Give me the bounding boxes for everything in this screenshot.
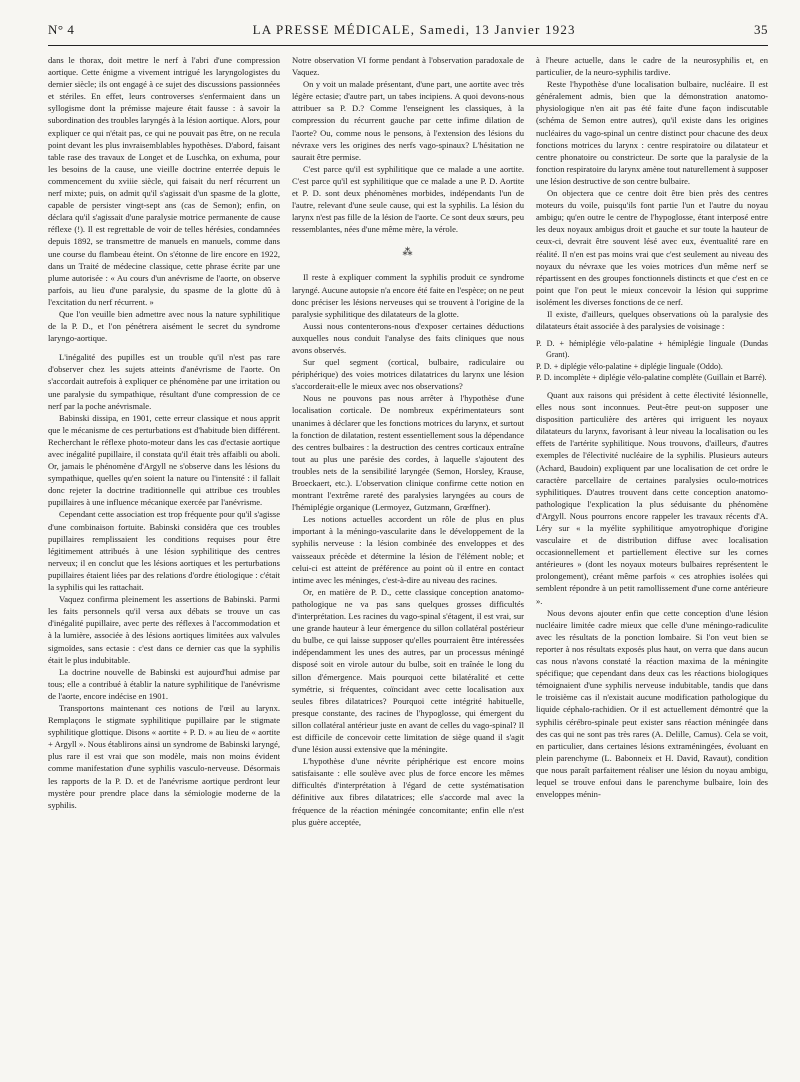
- article-columns: [48, 54, 768, 1074]
- paragraph: Or, en matière de P. D., cette classique conception anatomo-pathologique ne va pas sans quelques grosses difficultés d'interprétation. Les racines du vago-spinal s'étagent, il est vrai, sur une grande hauteur à leur émergence du sillon collatéral postérieur du bulbe, ce qui laisse supposer qu'elles pourraient être intéressées indépendamment les unes des autres, par un processus méningé disposé soit en virole autour du bulbe, soit en traînée le long du sillon d'émergence. Mais pourquoi cette bilatéralité et cette symétrie, si fréquentes, coïncidant avec cette localisation aux seules fibres dilatatrices? Pourquoi cette intégrité habituelle, presque constante, des racines de l'hypoglosse, qui émergent du sillon collatéral antérieur juste en avant de celles du vago-spinal? Il est difficile de concevoir cette limitation de siège quand il s'agit d'une lésion aussi extensive que la méningite.: [292, 586, 524, 755]
- asterism-divider: ⁂: [402, 247, 414, 259]
- column-2: [292, 54, 524, 1074]
- paragraph: L'hypothèse d'une névrite périphérique est encore moins satisfaisante : elle soulève avec plus de force encore les mêmes difficultés d'interprétation à l'égard de cette systématisation définitive aux fibres dilatatrices; elle s'accorde mal avec la fréquence de la réaction méningée concomitante; enfin elle n'est plus guère acceptée,: [292, 756, 524, 827]
- journal-title: LA PRESSE MÉDICALE, Samedi, 13 Janvier 1923: [252, 22, 576, 37]
- column-3: [536, 54, 768, 1074]
- paragraph: Notre observation VI forme pendant à l'observation paradoxale de Vaquez.: [292, 55, 524, 78]
- paragraph: C'est parce qu'il est syphilitique que ce malade a une aortite. C'est parce qu'il est syphilitique que ce malade a une P. D. Aortite et P. D. sont deux phénomènes morbides, indépendants l'un de l'autre, relevant d'une seule cause, qui est la syphilis. La lésion du larynx n'est pas fille de la lésion de l'aorte. Ce sont deux sœurs, peu ressemblantes, nées d'une même mère, la vérole.: [292, 163, 524, 235]
- paragraph: Quant aux raisons qui président à cette électivité lésionnelle, elles nous sont inconnues. Peut-être peut-on supposer une disposition particulière des artères qui irriguent les noyaux dilatateurs du larynx, favorisant à leur niveau la localisation ou les effets de l'artérite syphilitique. Nous trouvons, d'ailleurs, d'autres exemples de l'électivité nucléaire de la syphilis. Plusieurs auteurs (Achard, Baudoin) expliquent par une localisation de cet ordre le caractère parcellaire de certaines paralysies oculo-motrices syphilitiques. D'autres trouvent dans cette conception anatomo-pathologique l'explication la plus séduisante du phénomène d'Argyll. Nous pourrons encore rappeler les travaux récents d'A. Léry sur « la myélite syphilitique amyotrophique d'origine vasculaire et de distribution diffuse avec localisation occasionnellement et partiellement élective sur les cornes antérieures » (dont les noyaux moteurs bulbaires représentent le prolongement), créant même parfois « ces atrophies isolées qui semblent répondre à un petit ramollissement d'une corne antérieure ».: [536, 389, 768, 606]
- paragraph: Sur quel segment (cortical, bulbaire, radiculaire ou périphérique) des voies motrices dilatatrices du larynx une lésion s'accorderait-elle le mieux avec nos observations?: [292, 357, 524, 392]
- page-header: [48, 22, 768, 46]
- paragraph: Cependant cette association est trop fréquente pour qu'il s'agisse d'une combinaison fortuite. Babinski considéra que ces troubles pupillaires remplissaient les conditions requises pour être légitimement attribués à une lésion syphilitique des centres nerveux; il en conclut que les lésions aortiques et les perturbations pupillaires étaient liées par des relations d'ordre étiologique : c'était la syphilis qui les rattachait.: [48, 509, 280, 593]
- syndrome-item: P. D. + diplégie vélo-palatine + diplégie linguale (Oddo).: [536, 361, 723, 371]
- column-1: [48, 54, 280, 1074]
- paragraph: Les notions actuelles accordent un rôle de plus en plus important à la méningo-vascularite dans le développement de la syphilis nerveuse : la lésion combinée des enveloppes et des vaisseaux précède et détermine la lésion de l'élément noble; et celui-ci est atteint de préférence au point où il entre en contact intime avec les méninges, c'est-à-dire au niveau des racines.: [292, 514, 524, 585]
- paragraph: Que l'on veuille bien admettre avec nous la nature syphilitique de la P. D., et l'on pénétrera aisément le secret du syndrome laryngo-aortique.: [48, 308, 280, 344]
- syndrome-list: [536, 338, 768, 383]
- paragraph: On y voit un malade présentant, d'une part, une aortite avec très légère ectasie; d'autre part, un tabes incipiens. A quoi devons-nous attribuer sa P. D.? Comme l'enseignent les classiques, à la compression du récurrent gauche par cette infime dilation de l'aorte? Ou, comme nous le pensons, à l'extension des lésions du névraxe vers les origines des nerfs vago-spinaux? L'hésitation ne saurait être permise.: [292, 79, 524, 162]
- paragraph: Reste l'hypothèse d'une localisation bulbaire, nucléaire. Il est généralement admis, bien que la démonstration anatomo-physiologique n'en ait pas été faite d'une façon indiscutable (schéma de Semon entre autres), qu'il existe dans les origines nucléaires du vago-spinal un centre distinct pour chacune des deux fonctions motrices du larynx : centre respiratoire ou dilatateur et centre phonatoire ou constricteur. De sorte que la paralysie de la fonction respiratoire du larynx amène tout naturellement à supposer une lésion destructive de son centre bulbaire.: [536, 79, 768, 186]
- syndrome-item: P. D. incomplète + diplégie vélo-palatine complète (Guillain et Barré).: [536, 372, 767, 382]
- paragraph: Aussi nous contenterons-nous d'exposer certaines déductions auxquelles nous conduit l'analyse des faits cliniques que nous avons observés.: [292, 320, 524, 355]
- paragraph: Transportons maintenant ces notions de l'œil au larynx. Remplaçons le stigmate syphilitique pupillaire par le stigmate syphilitique glottique. Disons « aortite + P. D. » au lieu de « aortite + Argyll ». Nous établirons ainsi un syndrome de Babinski laryngé, plus rare il est vrai que son modèle, mais non moins évident comme manifestation d'une syphilis vasculo-nerveuse. Désormais les rapports de la P. D. et de l'anévrisme aortique perdront leur mystère pour prendre place dans la sémiologie moderne de la syphilis.: [48, 702, 280, 810]
- paragraph: à l'heure actuelle, dans le cadre de la neurosyphilis et, en particulier, de la neuro-syphilis tardive.: [536, 55, 768, 78]
- paragraph: La doctrine nouvelle de Babinski est aujourd'hui admise par tous; elle a contribué à établir la nature syphilitique de l'anévrisme de l'aorte, encore indécise en 1901.: [48, 666, 280, 701]
- syndrome-item: P. D. + hémiplégie vélo-palatine + hémiplégie linguale (Dundas Grant).: [536, 339, 768, 360]
- paragraph: Il reste à expliquer comment la syphilis produit ce syndrome laryngé. Aucune autopsie n'a encore été faite en l'espèce; on ne peut donc préciser les lésions nerveuses qui se trouvent à l'origine de la paralysie syphilitique des dilatateurs de la glotte.: [292, 272, 524, 319]
- paragraph: Vaquez confirma pleinement les assertions de Babinski. Parmi les faits personnels qu'il versa aux débats se trouve un cas d'inégalité pupillaire, avec perte des réflexes à l'accommodation et à la lumière, associée à des lésions aortiques limitées aux valvules sigmoïdes, sans ectasie : c'est dans ce dernier cas que la syphilis était le plus indubitable.: [48, 594, 280, 665]
- paragraph: Babinski dissipa, en 1901, cette erreur classique et nous apprit que le mécanisme de ces perturbations est d'habitude bien différent. Recherchant le réflexe photo-moteur dans les cas d'ectasie aortique avec inégalité pupillaire, il constata qu'il était très affaibli ou aboli. Or, jamais le phénomène d'Argyll ne s'observe dans les lésions du sympathique, quelles qu'en soient la nature ou l'intensité : il fallait donc rejeter la doctrine traditionnelle qui attribue ces troubles pupillaires à une influence mécanique exercée par l'anévrisme.: [48, 412, 280, 508]
- paragraph: Nous ne pouvons pas nous arrêter à l'hypothèse d'une localisation corticale. De nombreux expérimentateurs sont unanimes à déclarer que les fonctions motrices du larynx, et surtout la fonction de dilatation, restent essentiellement sous la dépendance des centres bulbaires : la destruction des centres corticaux entraîne tout au plus une parésie des cordes, à laquelle s'ajoutent des troubles nets de la sensibilité laryngée (Semon, Horsley, Krause, Broeckaert, etc.). L'observation clinique confirme cette notion en montrant l'extrême rareté des paralysies laryngées au cours de l'hémiplégie organique (Lermoyez, Gutzmann, Grœffner).: [292, 393, 524, 513]
- issue-number: N° 4: [48, 22, 75, 37]
- paragraph: dans le thorax, doit mettre le nerf à l'abri d'une compression aortique. Cette énigme a vivement intrigué les laryngologistes du dernier siècle; ils ont engagé à ce sujet des discussions passionnées et stériles. En effet, leurs controverses s'enfermaient dans un syllogisme dont la prémisse majeure était fausse : à savoir la subordination des troubles laryngés à la lésion aortique. Alors, pour expliquer ce qui n'était pas, ce qui ne pouvait pas être, on ne recula point devant les plus invraisemblables hypothèses. D'abord, faisant table rase des travaux de Longet et de Luschka, on exhuma, pour les besoins de la cause, une vieille doctrine enterrée depuis le commencement du xviiie siècle, qui faisait du nerf récurrent un nerf mixte; puis, on admit qu'il s'agissait d'un spasme de la glotte, capable de persister vingt-sept ans (cas de Semon); enfin, on déclara qu'il s'agissait d'une paralysie motrice permanente de cause réflexe (!). Il est regrettable de voir de telles hérésies, condamnées depuis 1892, se transmettre de manuels en manuels, comme dans une course du flambeau éteint. On s'étonne de lire encore en 1922, dans un Traité de médecine classique, cette phrase écrite par une plume autorisée : « Au cours d'un anévrisme de l'aorte, on observe parfois, au lieu d'une paralysie, du spasme de la glotte dû à l'excitation du nerf récurrent. »: [48, 55, 280, 307]
- paragraph: Il existe, d'ailleurs, quelques observations où la paralysie des dilatateurs était associée à des paralysies de voisinage :: [536, 308, 768, 332]
- page-number: 35: [754, 22, 768, 37]
- paragraph: Nous devons ajouter enfin que cette conception d'une lésion nucléaire limitée cadre mieux que celle d'une méningo-radiculite avec les résultats de la ponction lombaire. Si l'on veut bien se reporter à nos résultats exposés plus haut, on verra que dans aucun cas nous n'avons constaté la réaction maxima de la méningite spécifique; que cependant dans deux cas les réactions biologiques témoignaient d'une syphilis nerveuse indubitable, tandis que dans le troisième cas il n'existait aucune modification pathologique du liquide céphalo-rachidien. Or il est actuellement démontré que la syphilis cérébro-spinale peut exister sans réaction méningée dans des cas qui ne sont pas très rares (A. Delille, Camus). Cela se voit, en particulier, dans certaines lésions extraméningées, évoluant en plein parenchyme (L. Babonneix et H. David, Ravaut), condition que nous paraît parfaitement réaliser une lésion du noyau ambigu, lequel se trouve enfoui dans le parenchyme bulbaire, loin des enveloppes ménin-: [536, 607, 768, 800]
- paragraph: On objectera que ce centre doit être bien près des centres moteurs du voile, puisqu'ils font partie l'un et l'autre du noyau ambigu; qu'en outre le centre de l'hypoglosse, étant interposé entre les deux noyaux ambigus droit et gauche et sur toute la hauteur de ceux-ci, devrait être souvent lésé avec eux, éventualité rare en réalité. Il n'en est pas moins vrai que c'est seulement au niveau des noyaux du névraxe que les voies motrices d'un même nerf se répartissent en des groupes fonctionnels distincts et que c'est en ce point que l'on peut le mieux concevoir la lésion qui supprime isolément les diverses fonctions de ce nerf.: [536, 188, 768, 307]
- paragraph: L'inégalité des pupilles est un trouble qu'il n'est pas rare d'observer chez les sujets atteints d'anévrisme de l'aorte. On s'accordait autrefois à expliquer ce phénomène par une irritation ou une paralysie du sympathique, résultant d'une compression de ce nerf par la poche anévrismale.: [48, 352, 280, 411]
